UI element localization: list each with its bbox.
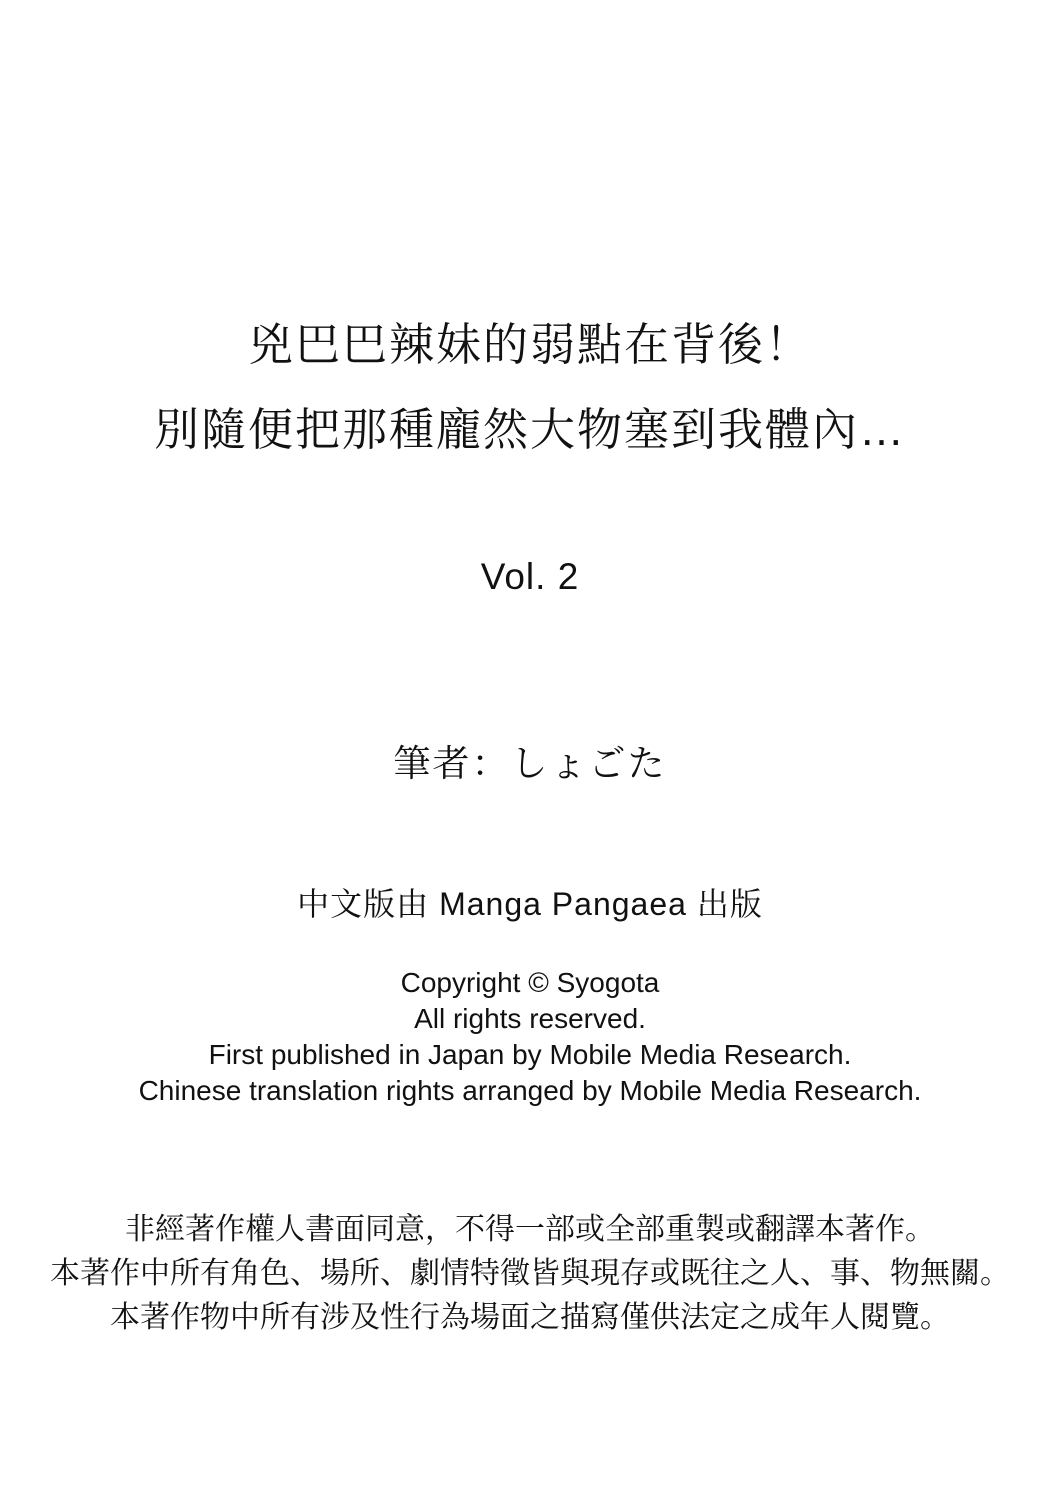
copyright-block [0, 965, 1060, 1109]
disclaimer-block [0, 1208, 1060, 1340]
volume-label: Vol. 2 [480, 556, 580, 597]
copyright-line-4: Chinese translation rights arranged by Mobile Media Research. [138, 1075, 922, 1106]
manga-title-line-2: 別隨便把那種龐然大物塞到我體內… [153, 404, 906, 455]
copyright-line-2: All rights reserved. [414, 1003, 646, 1034]
manga-title-line-1: 兇巴巴辣妹的弱點在背後！ [247, 319, 812, 370]
author-line: 筆者：しょごた [393, 743, 667, 784]
disclaimer-line-3: 本著作物中所有涉及性行為場面之描寫僅供法定之成年人閱覽。 [110, 1301, 950, 1334]
publisher-line: 中文版由 Manga Pangaea 出版 [297, 886, 763, 922]
disclaimer-line-2: 本著作中所有角色、場所、劇情特徵皆與現存或既往之人、事、物無關。 [50, 1257, 1010, 1290]
disclaimer-line-1: 非經著作權人書面同意，不得一部或全部重製或翻譯本著作。 [125, 1213, 935, 1246]
copyright-line-3: First published in Japan by Mobile Media Research. [208, 1039, 852, 1070]
copyright-line-1: Copyright © Syogota [400, 967, 660, 998]
